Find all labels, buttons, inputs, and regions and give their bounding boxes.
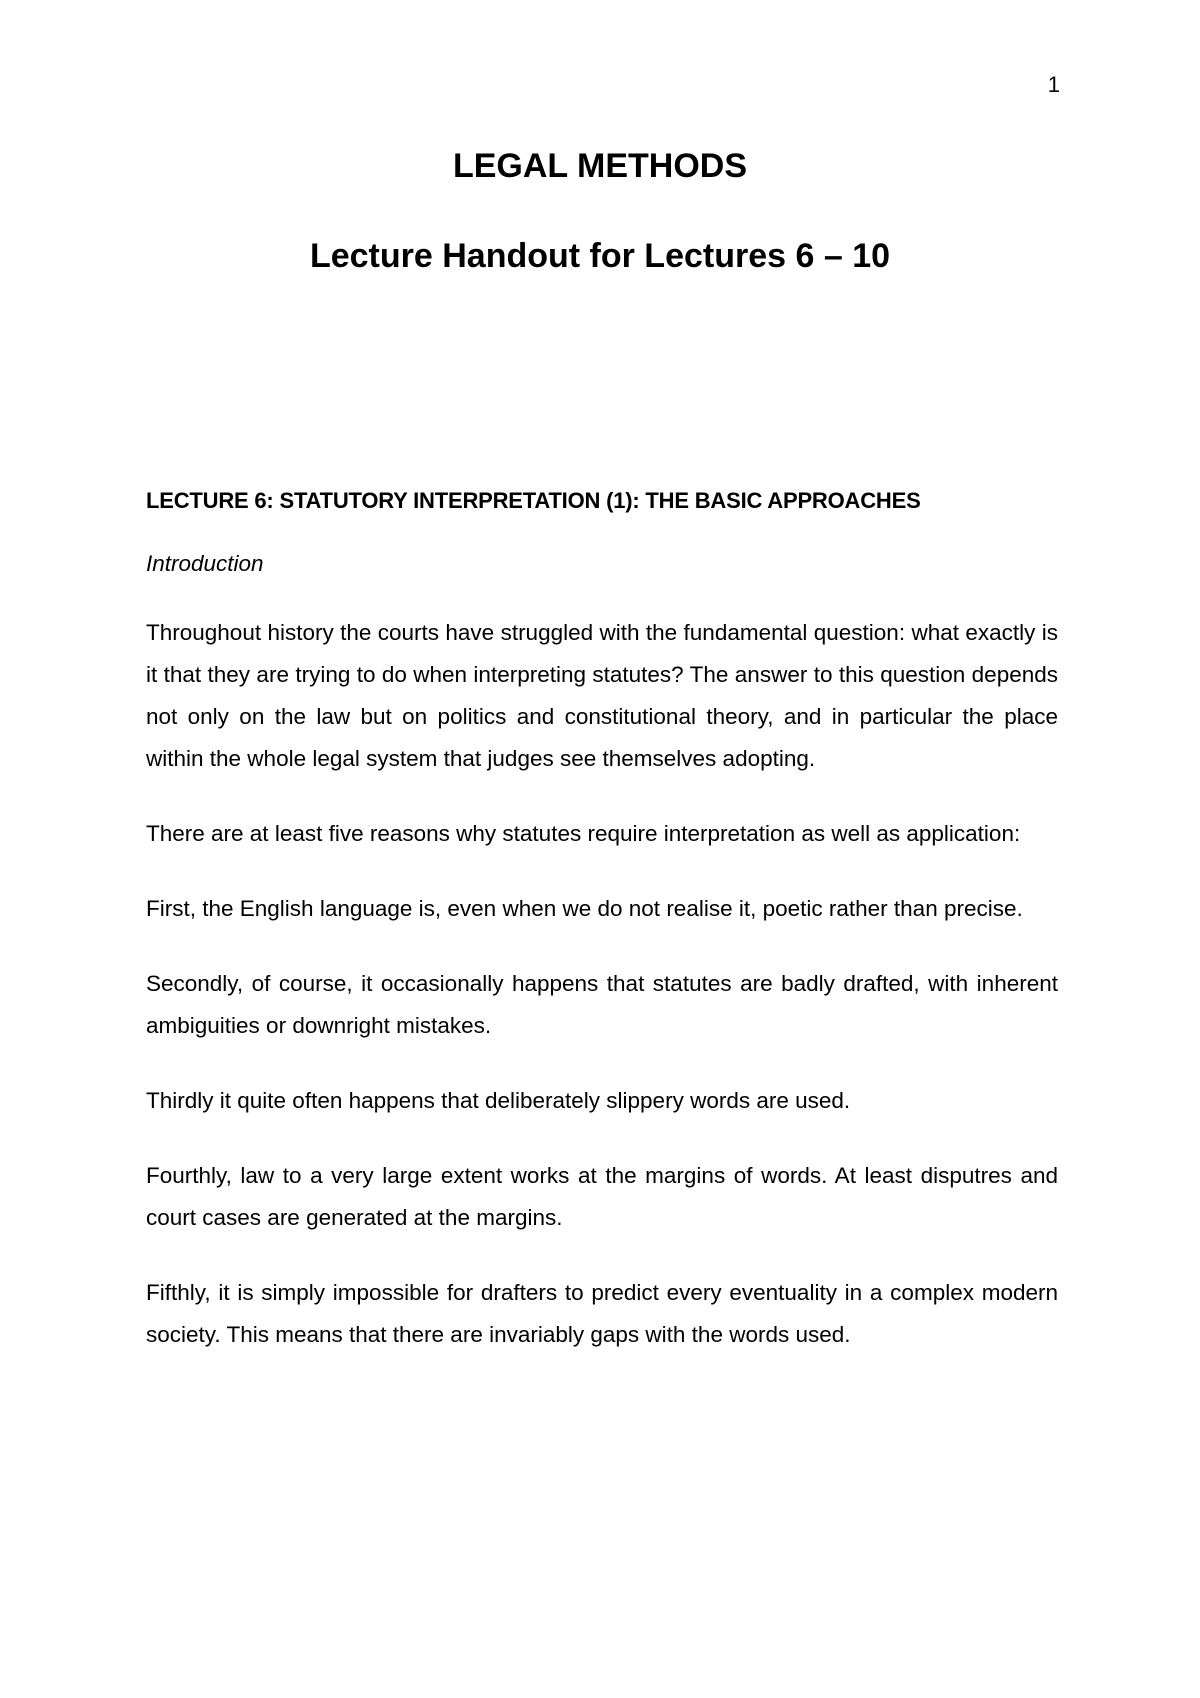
paragraph-fifthly: Fifthly, it is simply impossible for drafters to predict every eventuality in a complex modern society. This means that there are invariably gaps with the words used. (146, 1280, 1058, 1347)
paragraph-first: First, the English language is, even when we do not realise it, poetic rather than precise. (146, 896, 1023, 921)
section-heading: Introduction (146, 551, 264, 576)
paragraph-intro: Throughout history the courts have struggled with the fundamental question: what exactly is it that they are trying to do when interpreting statutes? The answer to this question depends not only on the law but on politics and constitutional theory, and in particular the place within the whole legal system that judges see themselves adopting. (146, 620, 1058, 771)
document-title: LEGAL METHODS (452, 147, 748, 185)
paragraph-fourthly: Fourthly, law to a very large extent works at the margins of words. At least disputres and court cases are generated at the margins. (146, 1163, 1058, 1230)
document-subtitle: Lecture Handout for Lectures 6 – 10 (309, 237, 891, 275)
paragraph-reasons: There are at least five reasons why statutes require interpretation as well as application: (146, 821, 1021, 846)
document-body (146, 486, 1058, 1356)
paragraph-thirdly: Thirdly it quite often happens that deliberately slippery words are used. (146, 1088, 851, 1113)
lecture-heading: LECTURE 6: STATUTORY INTERPRETATION (1): THE BASIC APPROACHES (146, 488, 921, 513)
page-number: 1 (1047, 72, 1060, 97)
paragraph-secondly: Secondly, of course, it occasionally happens that statutes are badly drafted, with inherent ambiguities or downright mistakes. (146, 971, 1058, 1038)
